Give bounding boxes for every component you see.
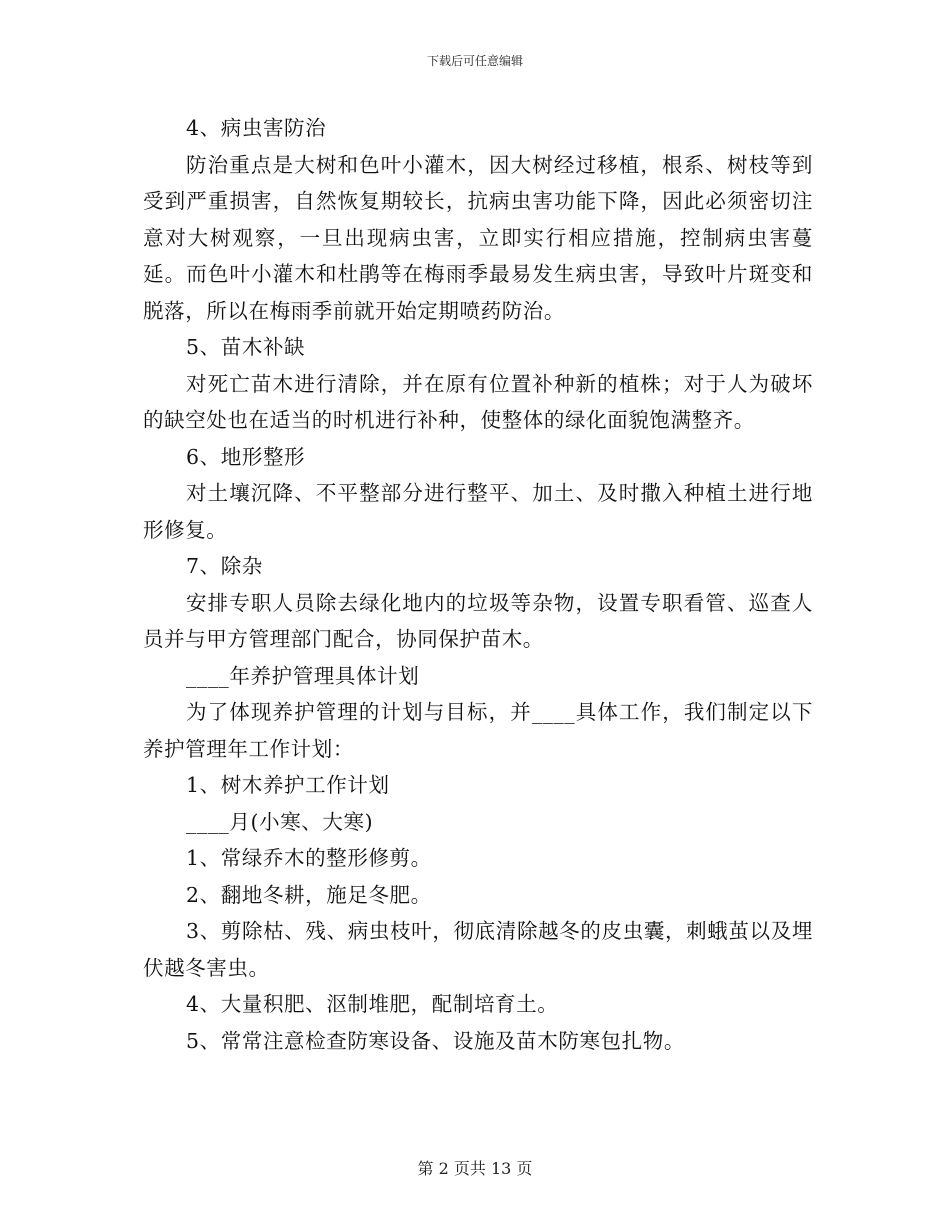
- paragraph-terrain-shaping: 对土壤沉降、不平整部分进行整平、加土、及时撒入种植土进行地形修复。: [143, 481, 813, 542]
- page-number-footer: 第 2 页共 13 页: [417, 1159, 533, 1178]
- paragraph-debris-removal: 安排专职人员除去绿化地内的垃圾等杂物，设置专职看管、巡查人员并与甲方管理部门配合，协同保护苗木。: [143, 590, 813, 651]
- page-header: 下载后可任意编辑: [426, 54, 523, 68]
- list-item: 4、大量积肥、沤制堆肥，配制培育土。: [186, 992, 559, 1016]
- section-heading-debris-removal: 7、除杂: [186, 554, 263, 578]
- section-heading-tree-maintenance: 1、树木养护工作计划: [186, 773, 390, 797]
- list-item: 1、常绿乔木的整形修剪。: [186, 846, 432, 870]
- list-item: 5、常常注意检查防寒设备、设施及苗木防寒包扎物。: [186, 1028, 685, 1053]
- paragraph-plan-intro: 为了体现养护管理的计划与目标，并____具体工作，我们制定以下养护管理年工作计划：: [143, 700, 813, 761]
- paragraph-seedling-replacement: 对死亡苗木进行清除，并在原有位置补种新的植株；对于人为破坏的缺空处也在适当的时机进行补种，使整体的绿化面貌饱满整齐。: [143, 371, 813, 432]
- list-item: 3、剪除枯、残、病虫枝叶，彻底清除越冬的皮虫囊，刺蛾茧以及埋伏越冬害虫。: [143, 919, 813, 980]
- plan-title: ____年养护管理具体计划: [186, 663, 420, 688]
- section-heading-pest-control: 4、病虫害防治: [186, 116, 327, 140]
- paragraph-pest-control: 防治重点是大树和色叶小灌木，因大树经过移植，根系、树枝等到受到严重损害，自然恢复期较长，抗病虫害功能下降，因此必须密切注意对大树观察，一旦出现病虫害，立即实行相应措施，控制病虫害蔓延。而色叶小灌木和杜鹃等在梅雨季最易发生病虫害，导致叶片斑变和脱落，所以在梅雨季前就开始定期喷药防治。: [143, 152, 813, 323]
- document-body: [143, 110, 813, 1059]
- list-item: 2、翻地冬耕，施足冬肥。: [186, 882, 432, 907]
- section-heading-seedling-replacement: 5、苗木补缺: [186, 335, 306, 359]
- month-heading: ____月(小寒、大寒): [186, 809, 374, 834]
- section-heading-terrain-shaping: 6、地形整形: [186, 444, 306, 469]
